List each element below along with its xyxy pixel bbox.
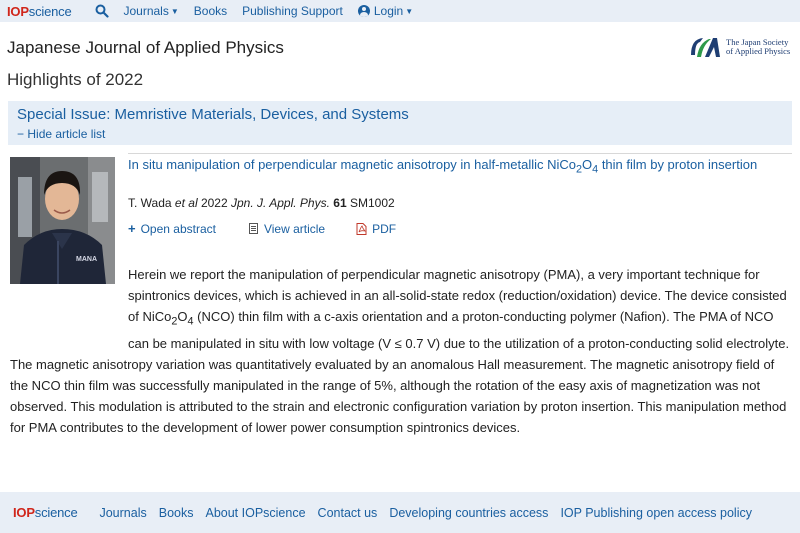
- search-icon[interactable]: [95, 4, 109, 18]
- plus-icon: +: [128, 221, 136, 236]
- abstract-text: [10, 264, 792, 438]
- view-article-label: View article: [263, 221, 326, 236]
- chevron-down-icon: ▼: [170, 6, 179, 16]
- footer-iopscience-logo[interactable]: [13, 505, 77, 520]
- article-actions: [128, 221, 396, 236]
- article-title-sub: 4: [592, 163, 599, 176]
- open-abstract-button[interactable]: [128, 221, 216, 236]
- jsap-emblem-icon: [689, 35, 723, 59]
- logo-iop-text: IOP: [7, 3, 29, 19]
- nav-login-menu[interactable]: [358, 4, 413, 18]
- document-icon: [249, 223, 258, 234]
- footer-contact-link[interactable]: Contact us: [317, 505, 378, 520]
- jsap-name: [726, 38, 790, 56]
- nav-journals-menu[interactable]: [123, 4, 178, 18]
- author-etal: et al: [174, 196, 198, 210]
- chevron-down-icon: ▼: [405, 6, 414, 16]
- abstract-segment: (NCO) thin film with a c-axis orientation and a proton-conducting polymer (Nafion). The PMA of NCO can be manipulated in situ with low voltage (V ≤ 0.7 V) due to the utilization of a proton-conducting solid electrolyte. The magnetic anisotropy variation was quantitatively evaluated by an anomalous Hall measurement. The magnetic anisotropy field of the NCO thin film was successfully manipulated in the range of 5%, although the rotation of the easy axis of magnetization was not observed. This modulation is attributed to the strain and electronic configuration variation by proton insertion. This manipulation method for PMA contributes to the development of lower power consumption spintronics devices.: [10, 309, 790, 435]
- pdf-link[interactable]: [356, 222, 396, 236]
- article-title-text: In situ manipulation of perpendicular magnetic anisotropy in half-metallic NiCo: [128, 157, 577, 172]
- footer-journals-link[interactable]: Journals: [99, 505, 147, 520]
- jsap-line2: of Applied Physics: [726, 46, 791, 56]
- article-year: 2022: [200, 196, 228, 210]
- special-issue-title: Special Issue: Memristive Materials, Devices, and Systems: [17, 106, 409, 123]
- article-title-text: thin film by proton insertion: [598, 157, 758, 172]
- photo-jacket-text: MANA: [76, 256, 97, 263]
- special-issue-banner: [8, 101, 792, 145]
- nav-publishing-support-link[interactable]: Publishing Support: [242, 4, 343, 18]
- article-citation: [128, 196, 395, 210]
- user-icon: [358, 5, 370, 17]
- article-title-text: O: [582, 157, 593, 172]
- article-title-link[interactable]: [128, 156, 778, 179]
- iopscience-logo[interactable]: [7, 4, 71, 19]
- abstract-segment: Herein we report the manipulation of perpendicular magnetic anisotropy (PMA), a very important technique for spintronics devices, which is achieved in an all-solid-state redox (reduction/oxidation) device. The device consisted of NiCo: [128, 267, 787, 324]
- author-name: T. Wada: [128, 196, 172, 210]
- abstract-sub: 4: [187, 315, 194, 328]
- hide-article-list-toggle[interactable]: [17, 127, 105, 141]
- article-number: SM1002: [349, 196, 395, 210]
- pdf-icon: [356, 223, 367, 235]
- article-title-sub: 2: [576, 163, 583, 176]
- nav-books-link[interactable]: Books: [193, 4, 228, 18]
- article-volume: 61: [333, 196, 347, 210]
- view-article-link[interactable]: [249, 222, 325, 236]
- top-navigation-bar: [0, 0, 800, 22]
- article-divider: [128, 153, 792, 154]
- footer-logo-science-text: science: [34, 505, 78, 520]
- nav-journals-label: Journals: [123, 4, 169, 18]
- hide-article-list-label: Hide article list: [27, 127, 106, 141]
- photo-spacer: [10, 264, 128, 348]
- pdf-label: PDF: [372, 221, 397, 236]
- open-abstract-label: Open abstract: [140, 221, 216, 236]
- footer-developing-countries-link[interactable]: Developing countries access: [389, 505, 549, 520]
- nav-login-label: Login: [373, 4, 404, 18]
- abstract-segment: O: [177, 309, 188, 324]
- jsap-logo[interactable]: [689, 35, 790, 59]
- abstract-sub: 2: [171, 315, 178, 328]
- logo-science-text: science: [28, 3, 72, 19]
- footer: [0, 492, 800, 533]
- footer-logo-iop-text: IOP: [13, 505, 35, 520]
- footer-open-access-policy-link[interactable]: IOP Publishing open access policy: [560, 505, 752, 520]
- page-title: Highlights of 2022: [7, 70, 144, 89]
- footer-about-link[interactable]: About IOPscience: [205, 505, 306, 520]
- footer-books-link[interactable]: Books: [158, 505, 194, 520]
- journal-title: Japanese Journal of Applied Physics: [7, 38, 284, 57]
- jsap-line1: The Japan Society: [726, 37, 789, 47]
- journal-abbrev: Jpn. J. Appl. Phys.: [231, 196, 330, 210]
- minus-icon: −: [17, 127, 25, 141]
